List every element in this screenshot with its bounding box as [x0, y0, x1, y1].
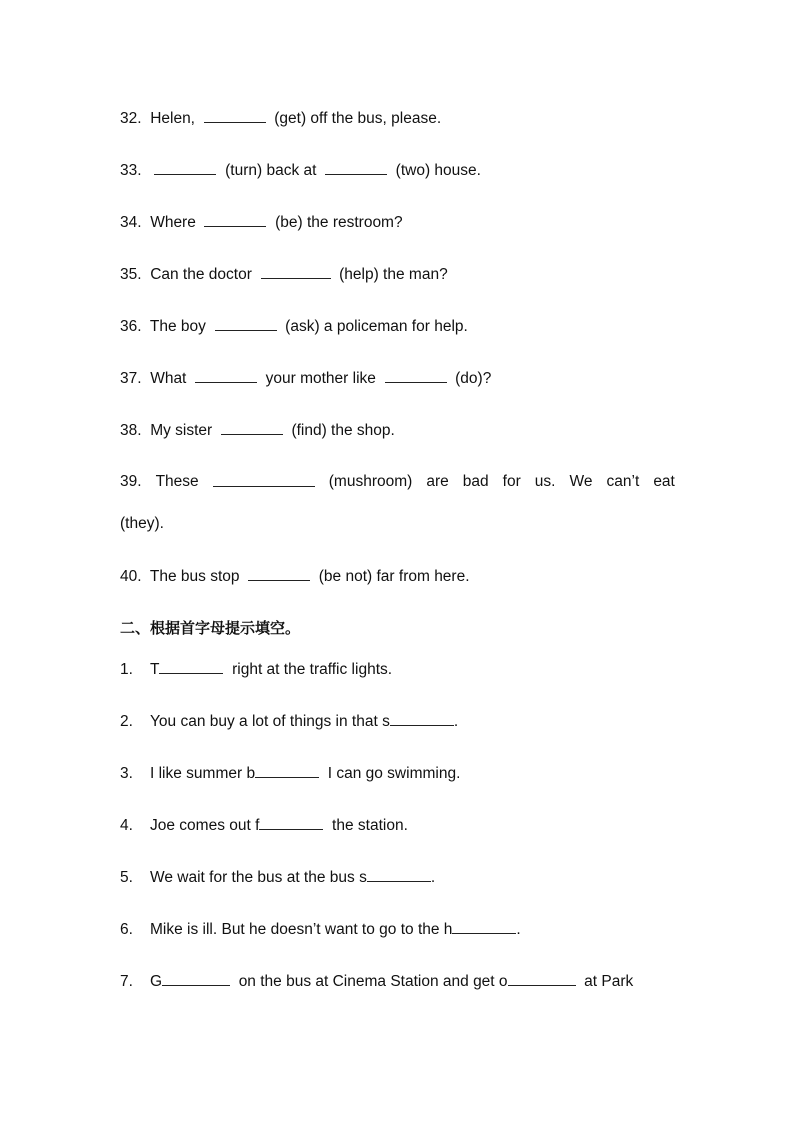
- item-4: [120, 815, 408, 835]
- item-text: I can go swimming.: [327, 765, 461, 782]
- question-number: 38.: [120, 422, 142, 439]
- item-number: 1.: [120, 661, 133, 678]
- question-text: (help) the man?: [339, 266, 448, 283]
- question-number: 32.: [120, 110, 142, 127]
- item-number: 5.: [120, 869, 133, 886]
- question-text: Can the doctor: [150, 266, 252, 283]
- item-3: [120, 763, 460, 783]
- question-number: 37.: [120, 370, 142, 387]
- item-text: Joe comes out f: [150, 817, 260, 834]
- question-text: These: [155, 473, 199, 490]
- question-text: (mushroom): [328, 473, 413, 490]
- item-text: right at the traffic lights.: [232, 661, 393, 678]
- answer-blank[interactable]: [452, 919, 516, 934]
- item-text: G: [150, 973, 163, 990]
- question-text: Helen,: [150, 110, 195, 127]
- answer-blank[interactable]: [248, 566, 310, 581]
- question-38: [120, 420, 395, 440]
- answer-blank[interactable]: [261, 264, 331, 279]
- item-text: .: [430, 869, 436, 886]
- item-text: .: [516, 921, 521, 938]
- question-text: eat: [653, 473, 675, 490]
- answer-blank[interactable]: [508, 971, 576, 986]
- item-number: 6.: [120, 921, 133, 938]
- item-number: 2.: [120, 713, 133, 730]
- item-number: 7.: [120, 973, 133, 990]
- item-text: Mike is ill. But he doesn’t want to go to the h: [150, 921, 453, 938]
- item-text: I like summer b: [150, 765, 256, 782]
- question-text: (be not) far from here.: [318, 568, 470, 585]
- question-text: can’t: [606, 473, 640, 490]
- answer-blank[interactable]: [162, 971, 230, 986]
- item-1: [120, 659, 392, 679]
- item-text: T: [150, 661, 160, 678]
- answer-blank[interactable]: [204, 108, 266, 123]
- question-number: 33.: [120, 162, 142, 179]
- question-text: Where: [150, 214, 196, 231]
- answer-blank[interactable]: [259, 815, 323, 830]
- question-number: 39.: [120, 473, 142, 490]
- item-number: 3.: [120, 765, 133, 782]
- question-text: What: [150, 370, 187, 387]
- question-text: (find) the shop.: [291, 422, 395, 439]
- answer-blank[interactable]: [213, 472, 315, 487]
- question-number: 40.: [120, 568, 142, 585]
- question-number: 35.: [120, 266, 142, 283]
- question-text: your mother like: [265, 370, 376, 387]
- answer-blank[interactable]: [215, 316, 277, 331]
- item-7: [120, 971, 633, 991]
- question-34: [120, 212, 403, 232]
- item-5: [120, 867, 435, 887]
- question-text: (do)?: [455, 370, 492, 387]
- item-text: We wait for the bus at the bus s: [150, 869, 367, 886]
- answer-blank[interactable]: [221, 420, 283, 435]
- question-text: We: [569, 473, 593, 490]
- answer-blank[interactable]: [367, 867, 431, 882]
- item-text: on the bus at Cinema Station and get o: [238, 973, 508, 990]
- question-39-continued: [120, 514, 164, 534]
- question-36: [120, 316, 468, 336]
- question-number: 36.: [120, 318, 142, 335]
- answer-blank[interactable]: [154, 160, 216, 175]
- item-text: .: [453, 713, 459, 730]
- item-text: at Park: [584, 973, 634, 990]
- section-title: 二、根据首字母提示填空。: [120, 619, 301, 637]
- question-text: (they).: [120, 515, 164, 532]
- question-text: (turn) back at: [225, 162, 317, 179]
- question-text: (two) house.: [395, 162, 481, 179]
- question-text: My sister: [150, 422, 213, 439]
- question-32: [120, 108, 441, 128]
- answer-blank[interactable]: [255, 763, 319, 778]
- answer-blank[interactable]: [325, 160, 387, 175]
- question-number: 34.: [120, 214, 142, 231]
- item-2: [120, 711, 458, 731]
- question-37: [120, 368, 491, 388]
- question-text: (be) the restroom?: [275, 214, 403, 231]
- question-text: The bus stop: [149, 568, 240, 585]
- item-text: the station.: [332, 817, 408, 834]
- item-6: [120, 919, 521, 939]
- question-text: for: [502, 473, 521, 490]
- answer-blank[interactable]: [159, 659, 223, 674]
- question-39: [120, 472, 675, 492]
- question-35: [120, 264, 448, 284]
- question-text: The boy: [149, 318, 206, 335]
- item-number: 4.: [120, 817, 133, 834]
- answer-blank[interactable]: [204, 212, 266, 227]
- question-text: us.: [534, 473, 556, 490]
- answer-blank[interactable]: [385, 368, 447, 383]
- question-33: [120, 160, 481, 180]
- answer-blank[interactable]: [195, 368, 257, 383]
- item-text: You can buy a lot of things in that s: [150, 713, 390, 730]
- question-40: [120, 566, 470, 586]
- question-text: (ask) a policeman for help.: [285, 318, 468, 335]
- question-text: bad: [462, 473, 489, 490]
- answer-blank[interactable]: [390, 711, 454, 726]
- question-text: (get) off the bus, please.: [274, 110, 442, 127]
- question-text: are: [426, 473, 449, 490]
